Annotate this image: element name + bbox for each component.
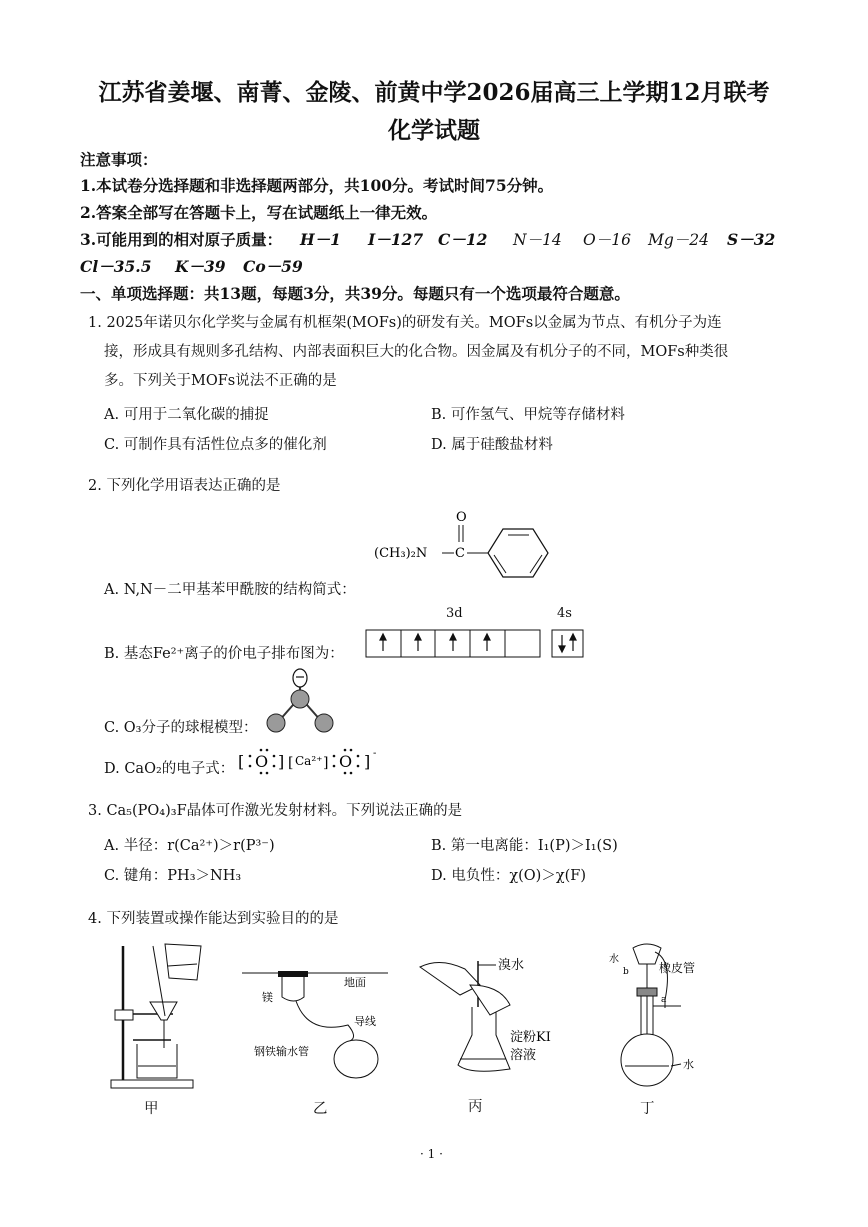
label-ground: 地面	[344, 976, 366, 989]
q1-option-a: A. 可用于二氧化碳的捕捉	[104, 407, 269, 423]
exam-title: 江苏省姜堰、南菁、金陵、前黄中学2026届高三上学期12月联考	[98, 79, 770, 106]
q1-stem-line1: 1. 2025年诺贝尔化学奖与金属有机框架(MOFs)的研发有关。MOFs以金属为节点、有机分子为连	[88, 315, 722, 331]
mass-o: O－16	[583, 231, 631, 249]
svg-text:[: [	[238, 752, 245, 771]
mass-cl: Cl－35.5	[80, 257, 152, 276]
calcium-ion-label: Ca²⁺	[295, 754, 323, 768]
label-wire: 导线	[354, 1015, 376, 1028]
label-b: b	[623, 967, 629, 977]
svg-text:O: O	[339, 752, 353, 771]
figure-ding-apparatus	[585, 940, 715, 1090]
notes-heading: 注意事项：	[80, 150, 158, 169]
ozone-ball-stick-model	[262, 667, 340, 735]
q3-option-c: C. 键角：PH₃＞NH₃	[104, 868, 242, 884]
orbital-3d-label: 3d	[446, 606, 463, 621]
figure-yi-sacrificial-anode	[238, 965, 398, 1093]
q1-option-c: C. 可制作具有活性位点多的催化剂	[104, 437, 327, 453]
q1-stem-line3: 多。下列关于MOFs说法不正确的是	[104, 373, 337, 389]
q1-stem-line2: 接，形成具有规则多孔结构、内部表面积巨大的化合物。因金属及有机分子的不同，MOFs种类很	[104, 344, 729, 360]
struct-o-label: O	[456, 510, 467, 525]
svg-text:[: [	[288, 755, 294, 771]
q4-stem: 4. 下列装置或操作能达到实验目的的是	[88, 911, 339, 927]
note-1: 1.本试卷分选择题和非选择题两部分，共100分。考试时间75分钟。	[80, 176, 554, 195]
q1-option-d: D. 属于硅酸盐材料	[431, 437, 553, 453]
svg-text:]: ]	[364, 752, 371, 771]
q2-option-c: C. O₃分子的球棍模型：	[104, 720, 258, 736]
mass-k: K－39	[175, 257, 226, 276]
label-water-flask: 水	[683, 1058, 694, 1071]
caption-ding: 丁	[640, 1101, 655, 1117]
figure-jia-filtration	[105, 940, 215, 1095]
note-2: 2.答案全部写在答题卡上，写在试题纸上一律无效。	[80, 203, 438, 222]
caption-jia: 甲	[144, 1101, 159, 1117]
label-mg: 镁	[262, 991, 273, 1004]
page-number: · 1 ·	[420, 1147, 443, 1161]
svg-text:]: ]	[323, 755, 329, 771]
mass-n: N－14	[513, 231, 562, 249]
q2-stem: 2. 下列化学用语表达正确的是	[88, 478, 281, 494]
q3-option-b: B. 第一电离能：I₁(P)＞I₁(S)	[431, 838, 618, 854]
q3-option-a: A. 半径：r(Ca²⁺)＞r(P³⁻)	[104, 838, 275, 854]
struct-c-label: C	[455, 546, 465, 561]
exam-subtitle: 化学试题	[388, 117, 480, 144]
q3-stem: 3. Ca₅(PO₄)₃F晶体可作激光发射材料。下列说法正确的是	[88, 803, 463, 819]
struct-group-label: (CH₃)₂N	[374, 546, 428, 561]
caption-yi: 乙	[313, 1101, 328, 1117]
figure-bing-bromine	[410, 955, 560, 1090]
caption-bing: 丙	[468, 1099, 483, 1115]
mass-h: H－1	[300, 230, 341, 249]
q2-option-b: B. 基态Fe²⁺离子的价电子排布图为：	[104, 646, 344, 662]
q1-option-b: B. 可作氢气、甲烷等存储材料	[431, 407, 625, 423]
mass-mg: Mg－24	[648, 231, 710, 249]
label-solution: 溶液	[510, 1048, 537, 1063]
mass-c: C－12	[438, 230, 488, 249]
label-steel-pipe: 钢铁输水管	[254, 1045, 309, 1058]
cao2-electron-formula	[236, 744, 382, 778]
svg-text:-: -	[373, 748, 377, 759]
svg-text:O: O	[255, 752, 269, 771]
mass-co: Co－59	[243, 257, 303, 276]
label-bromine-water: 溴水	[498, 958, 525, 973]
orbital-diagram	[365, 629, 587, 659]
note-3-prefix: 3.可能用到的相对原子质量：	[80, 230, 283, 249]
label-starch-ki: 淀粉KI	[510, 1030, 551, 1045]
q2-option-d: D. CaO₂的电子式：	[104, 761, 235, 777]
benzene-ring	[488, 529, 548, 577]
label-a: a	[661, 995, 667, 1005]
label-water-top: 水	[609, 954, 619, 965]
q2-option-a: A. N,N－二甲基苯甲酰胺的结构简式：	[104, 582, 356, 598]
section1-heading: 一、单项选择题：共13题，每题3分，共39分。每题只有一个选项最符合题意。	[80, 284, 630, 303]
mass-i: I－127	[368, 230, 424, 249]
mass-s: S－32	[727, 230, 776, 249]
orbital-4s-label: 4s	[557, 606, 572, 621]
benzamide-structure	[370, 506, 560, 588]
label-rubber-tube: 橡皮管	[659, 961, 696, 975]
svg-text:]: ]	[278, 752, 285, 771]
q3-option-d: D. 电负性：χ(O)＞χ(F)	[431, 868, 586, 884]
